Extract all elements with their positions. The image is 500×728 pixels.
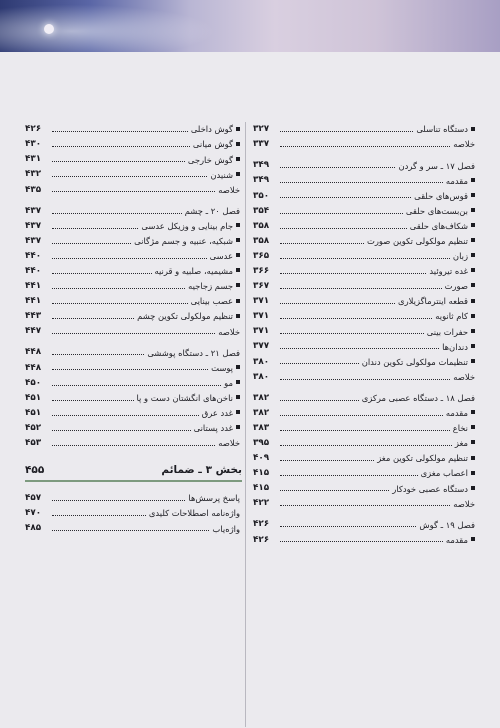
dot-leader (280, 146, 450, 147)
entry-page: ۳۸۲ (253, 392, 270, 403)
toc-entry-row (25, 167, 240, 182)
entry-page: ۴۷۰ (25, 508, 42, 519)
toc-entry-row (253, 532, 475, 547)
dot-leader (52, 191, 215, 192)
photo-highlight (0, 0, 240, 52)
entry-title: قطعه اینترماگزیلاری (398, 296, 468, 307)
dot-leader (280, 379, 450, 380)
toc-chapter-row (253, 391, 475, 406)
entry-page: ۳۶۵ (253, 250, 270, 261)
toc-entry-row (253, 354, 475, 369)
dot-leader (52, 288, 185, 289)
entry-page: ۴۴۰ (25, 265, 42, 276)
toc-chapter-row (253, 158, 475, 173)
entry-page: ۳۷۱ (253, 296, 270, 307)
entry-page: ۴۴۸ (25, 362, 42, 373)
bullet-square-icon (471, 471, 475, 475)
entry-title: شنیدن (210, 169, 233, 180)
toc-entry-row (25, 152, 240, 167)
bullet-square-icon (236, 238, 240, 242)
dot-leader (280, 333, 424, 334)
dot-leader (280, 430, 450, 431)
entry-page: ۴۳۲ (25, 169, 42, 180)
dot-leader (280, 415, 443, 416)
toc-entry-row (253, 173, 475, 188)
dot-leader (52, 228, 138, 229)
toc-entry-row (253, 421, 475, 436)
entry-page: ۴۵۱ (25, 407, 42, 418)
toc-chapter-row (25, 345, 240, 360)
dot-leader (280, 526, 416, 527)
bullet-square-icon (236, 223, 240, 227)
entry-page: ۴۳۱ (25, 154, 42, 165)
entry-title: اعصاب مغزی (420, 468, 468, 479)
bullet-square-icon (471, 208, 475, 212)
entry-title: فصل ۱۷ ـ سر و گردن (398, 160, 475, 171)
entry-title: جام بینایی و وزیکل عدسی (141, 220, 233, 231)
toc-entry-row (25, 182, 240, 197)
entry-title: مقدمه (445, 408, 468, 419)
bullet-square-icon (471, 283, 475, 287)
bullet-square-icon (236, 395, 240, 399)
entry-page: ۴۲۶ (25, 124, 42, 135)
entry-title: دستگاه عصبی خودکار (392, 483, 468, 494)
dot-leader (280, 197, 411, 198)
dot-leader (280, 288, 442, 289)
dot-leader (52, 530, 209, 531)
toc-entry-row (25, 294, 240, 309)
dot-leader (52, 333, 215, 334)
toc-entry-row (253, 496, 475, 511)
bullet-square-icon (236, 410, 240, 414)
section-title: بخش ۳ ـ ضمائم (161, 463, 242, 476)
entry-page: ۴۸۵ (25, 523, 42, 534)
spacer (25, 451, 240, 460)
dot-leader (52, 161, 185, 162)
toc-entry-row (25, 506, 240, 521)
entry-title: تنظیم مولکولی تکوین مغز (377, 453, 468, 464)
entry-title: مغز (454, 438, 468, 449)
cover-photo-band (0, 0, 500, 52)
toc-entry-row (25, 234, 240, 249)
bullet-square-icon (471, 223, 475, 227)
entry-title: پاسخ پرسش‌ها (188, 493, 240, 504)
dot-leader (52, 385, 221, 386)
bullet-square-icon (471, 486, 475, 490)
entry-page: ۴۵۷ (25, 493, 42, 504)
entry-page: ۴۴۱ (25, 281, 42, 292)
toc-entry-row (253, 370, 475, 385)
entry-title: قوس‌های حلقی (414, 190, 468, 201)
dot-leader (280, 213, 403, 214)
entry-page: ۴۴۷ (25, 326, 42, 337)
bullet-square-icon (236, 268, 240, 272)
bullet-square-icon (236, 425, 240, 429)
dot-leader (52, 318, 134, 319)
entry-page: ۳۹۵ (253, 438, 270, 449)
entry-page: ۴۱۵ (253, 483, 270, 494)
toc-entry-row (253, 406, 475, 421)
dot-leader (52, 258, 207, 259)
bullet-square-icon (471, 537, 475, 541)
entry-page: ۳۸۰ (253, 356, 270, 367)
toc-entry-row (253, 436, 475, 451)
entry-title: ناخن‌های انگشتان دست و پا (136, 392, 233, 403)
toc-page (0, 52, 500, 728)
toc-left-column (25, 122, 240, 536)
entry-page: ۳۵۰ (253, 190, 270, 201)
bullet-square-icon (471, 127, 475, 131)
toc-entry-row (25, 360, 240, 375)
dot-leader (280, 182, 443, 183)
toc-entry-row (25, 421, 240, 436)
entry-title: مشیمیه، صلبیه و قرنیه (154, 266, 233, 277)
toc-entry-row (253, 481, 475, 496)
entry-page: ۳۵۸ (253, 220, 270, 231)
bullet-square-icon (471, 410, 475, 414)
dot-leader (52, 131, 188, 132)
bullet-square-icon (471, 268, 475, 272)
toc-entry-row (25, 249, 240, 264)
entry-title: خلاصه (218, 184, 240, 195)
dot-leader (280, 490, 389, 491)
toc-entry-row (253, 324, 475, 339)
entry-title: نخاع (452, 423, 468, 434)
entry-title: شکاف‌های حلقی (409, 220, 468, 231)
bullet-square-icon (471, 238, 475, 242)
entry-title: مقدمه (445, 534, 468, 545)
entry-title: خلاصه (453, 139, 475, 150)
entry-title: صورت (444, 281, 468, 292)
entry-title: غدد عرق (201, 408, 233, 419)
entry-page: ۴۵۲ (25, 422, 42, 433)
toc-entry-row (25, 122, 240, 137)
entry-page: ۴۳۵ (25, 184, 42, 195)
entry-title: غده تیروئید (429, 266, 468, 277)
entry-page: ۴۴۸ (25, 347, 42, 358)
entry-title: گوش داخلی (190, 124, 233, 135)
dot-leader (52, 415, 199, 416)
toc-entry-row (25, 264, 240, 279)
entry-title: فصل ۱۹ ـ گوش (419, 519, 475, 530)
dot-leader (280, 273, 426, 274)
toc-entry-row (253, 264, 475, 279)
toc-chapter-row (253, 517, 475, 532)
entry-page: ۴۳۷ (25, 205, 42, 216)
toc-entry-row (25, 376, 240, 391)
dot-leader (280, 318, 432, 319)
dot-leader (52, 303, 188, 304)
entry-title: واژه‌نامه اصطلاحات کلیدی (148, 508, 240, 519)
dot-leader (52, 273, 152, 274)
bullet-square-icon (471, 178, 475, 182)
entry-page: ۳۴۹ (253, 175, 270, 186)
entry-page: ۴۲۲ (253, 498, 270, 509)
bullet-square-icon (236, 314, 240, 318)
column-divider (245, 122, 246, 727)
dot-leader (52, 515, 146, 516)
toc-entry-row (253, 249, 475, 264)
bullet-square-icon (236, 253, 240, 257)
entry-title: جسم زجاجیه (188, 281, 233, 292)
bullet-square-icon (236, 142, 240, 146)
toc-right-column (253, 122, 475, 548)
entry-title: خلاصه (453, 371, 475, 382)
toc-entry-row (25, 279, 240, 294)
bullet-square-icon (471, 359, 475, 363)
dot-leader (52, 400, 134, 401)
dot-leader (280, 541, 443, 542)
dot-leader (280, 348, 439, 349)
entry-page: ۳۷۷ (253, 341, 270, 352)
entry-title: تنظیمات مولکولی تکوین دندان (361, 356, 468, 367)
entry-title: گوش میانی (192, 139, 233, 150)
entry-page: ۳۳۷ (253, 139, 270, 150)
bullet-square-icon (471, 456, 475, 460)
bullet-square-icon (471, 344, 475, 348)
entry-title: گوش خارجی (187, 154, 233, 165)
entry-title: عصب بینایی (190, 296, 233, 307)
entry-title: غدد پستانی (193, 423, 233, 434)
entry-page: ۴۴۳ (25, 311, 42, 322)
dot-leader (280, 131, 413, 132)
toc-entry-row (253, 279, 475, 294)
toc-entry-row (253, 466, 475, 481)
entry-page: ۴۰۹ (253, 453, 270, 464)
entry-page: ۳۴۹ (253, 160, 270, 171)
toc-entry-row (253, 309, 475, 324)
dot-leader (280, 228, 407, 229)
bullet-square-icon (471, 440, 475, 444)
entry-page: ۴۵۰ (25, 377, 42, 388)
bullet-square-icon (471, 253, 475, 257)
bullet-square-icon (471, 193, 475, 197)
dot-leader (280, 167, 395, 168)
entry-page: ۳۵۴ (253, 205, 270, 216)
toc-entry-row (25, 406, 240, 421)
bullet-square-icon (236, 365, 240, 369)
toc-entry-row (253, 219, 475, 234)
entry-page: ۳۷۱ (253, 311, 270, 322)
entry-title: خلاصه (218, 438, 240, 449)
entry-title: واژه‌یاب (212, 523, 240, 534)
entry-page: ۳۸۰ (253, 371, 270, 382)
dot-leader (52, 146, 190, 147)
entry-title: بن‌بست‌های حلقی (405, 205, 468, 216)
entry-page: ۳۸۳ (253, 422, 270, 433)
entry-page: ۳۷۱ (253, 326, 270, 337)
entry-title: فصل ۲۰ ـ چشم (184, 205, 240, 216)
bullet-square-icon (236, 299, 240, 303)
entry-page: ۴۳۰ (25, 139, 42, 150)
entry-page: ۴۳۷ (25, 220, 42, 231)
spacer (25, 482, 240, 491)
entry-title: تنظیم مولکولی تکوین چشم (137, 311, 233, 322)
toc-entry-row (25, 324, 240, 339)
toc-chapter-row (25, 203, 240, 218)
toc-entry-row (25, 391, 240, 406)
entry-page: ۳۸۲ (253, 407, 270, 418)
entry-title: مو (224, 377, 233, 388)
dot-leader (280, 505, 450, 506)
entry-page: ۴۳۷ (25, 235, 42, 246)
entry-title: زبان (452, 251, 468, 262)
toc-entry-row (25, 137, 240, 152)
toc-entry-row (253, 188, 475, 203)
toc-entry-row (253, 234, 475, 249)
entry-title: فصل ۱۸ ـ دستگاه عصبی مرکزی (361, 392, 475, 403)
dot-leader (52, 369, 208, 370)
entry-title: پوست (211, 362, 233, 373)
toc-entry-row (253, 122, 475, 137)
toc-entry-row (25, 491, 240, 506)
entry-title: عدسی (209, 251, 233, 262)
entry-title: خلاصه (218, 326, 240, 337)
entry-page: ۳۵۸ (253, 235, 270, 246)
bullet-square-icon (236, 283, 240, 287)
entry-page: ۳۶۶ (253, 265, 270, 276)
dot-leader (280, 243, 364, 244)
toc-entry-row (253, 203, 475, 218)
dot-leader (280, 445, 452, 446)
entry-page: ۴۴۰ (25, 250, 42, 261)
appendix-entries (25, 491, 240, 536)
toc-entry-row (25, 436, 240, 451)
dot-leader (280, 258, 450, 259)
toc-entry-row (253, 294, 475, 309)
entry-page: ۳۲۷ (253, 124, 270, 135)
entry-page: ۴۵۳ (25, 438, 42, 449)
bullet-square-icon (471, 425, 475, 429)
toc-entry-row (253, 339, 475, 354)
entry-page: ۴۱۵ (253, 468, 270, 479)
toc-entry-row (25, 309, 240, 324)
dot-leader (52, 213, 182, 214)
entry-page: ۴۲۶ (253, 534, 270, 545)
toc-entry-row (253, 451, 475, 466)
entry-title: مقدمه (445, 175, 468, 186)
bullet-square-icon (236, 380, 240, 384)
dot-leader (280, 400, 359, 401)
left-entries (25, 122, 240, 451)
entry-title: فصل ۲۱ ـ دستگاه پوششی (147, 347, 240, 358)
bullet-square-icon (236, 127, 240, 131)
entry-page: ۴۴۱ (25, 296, 42, 307)
entry-title: کام ثانویه (435, 311, 468, 322)
photo-light-dot (44, 24, 54, 34)
entry-page: ۳۶۷ (253, 281, 270, 292)
toc-entry-row (25, 521, 240, 536)
dot-leader (280, 303, 395, 304)
entry-title: تنظیم مولکولی تکوین صورت (366, 236, 468, 246)
bullet-square-icon (471, 329, 475, 333)
dot-leader (52, 243, 131, 244)
dot-leader (52, 500, 185, 501)
dot-leader (280, 460, 374, 461)
dot-leader (52, 354, 144, 355)
entry-title: شبکیه، عنبیه و جسم مژگانی (134, 236, 233, 246)
toc-entry-row (25, 219, 240, 234)
bullet-square-icon (236, 157, 240, 161)
entry-page: ۴۵۱ (25, 392, 42, 403)
bullet-square-icon (471, 314, 475, 318)
bullet-square-icon (471, 299, 475, 303)
section-page: ۴۵۵ (25, 463, 45, 476)
entry-title: حفرات بینی (426, 326, 468, 337)
dot-leader (280, 475, 418, 476)
entry-title: دستگاه تناسلی (416, 124, 468, 135)
bullet-square-icon (236, 172, 240, 176)
entry-title: دندان‌ها (442, 341, 468, 352)
entry-page: ۴۲۶ (253, 519, 270, 530)
dot-leader (52, 176, 207, 177)
dot-leader (52, 445, 215, 446)
dot-leader (52, 430, 191, 431)
entry-title: خلاصه (453, 498, 475, 509)
toc-entry-row (253, 137, 475, 152)
section-heading (25, 464, 242, 482)
dot-leader (280, 363, 359, 364)
